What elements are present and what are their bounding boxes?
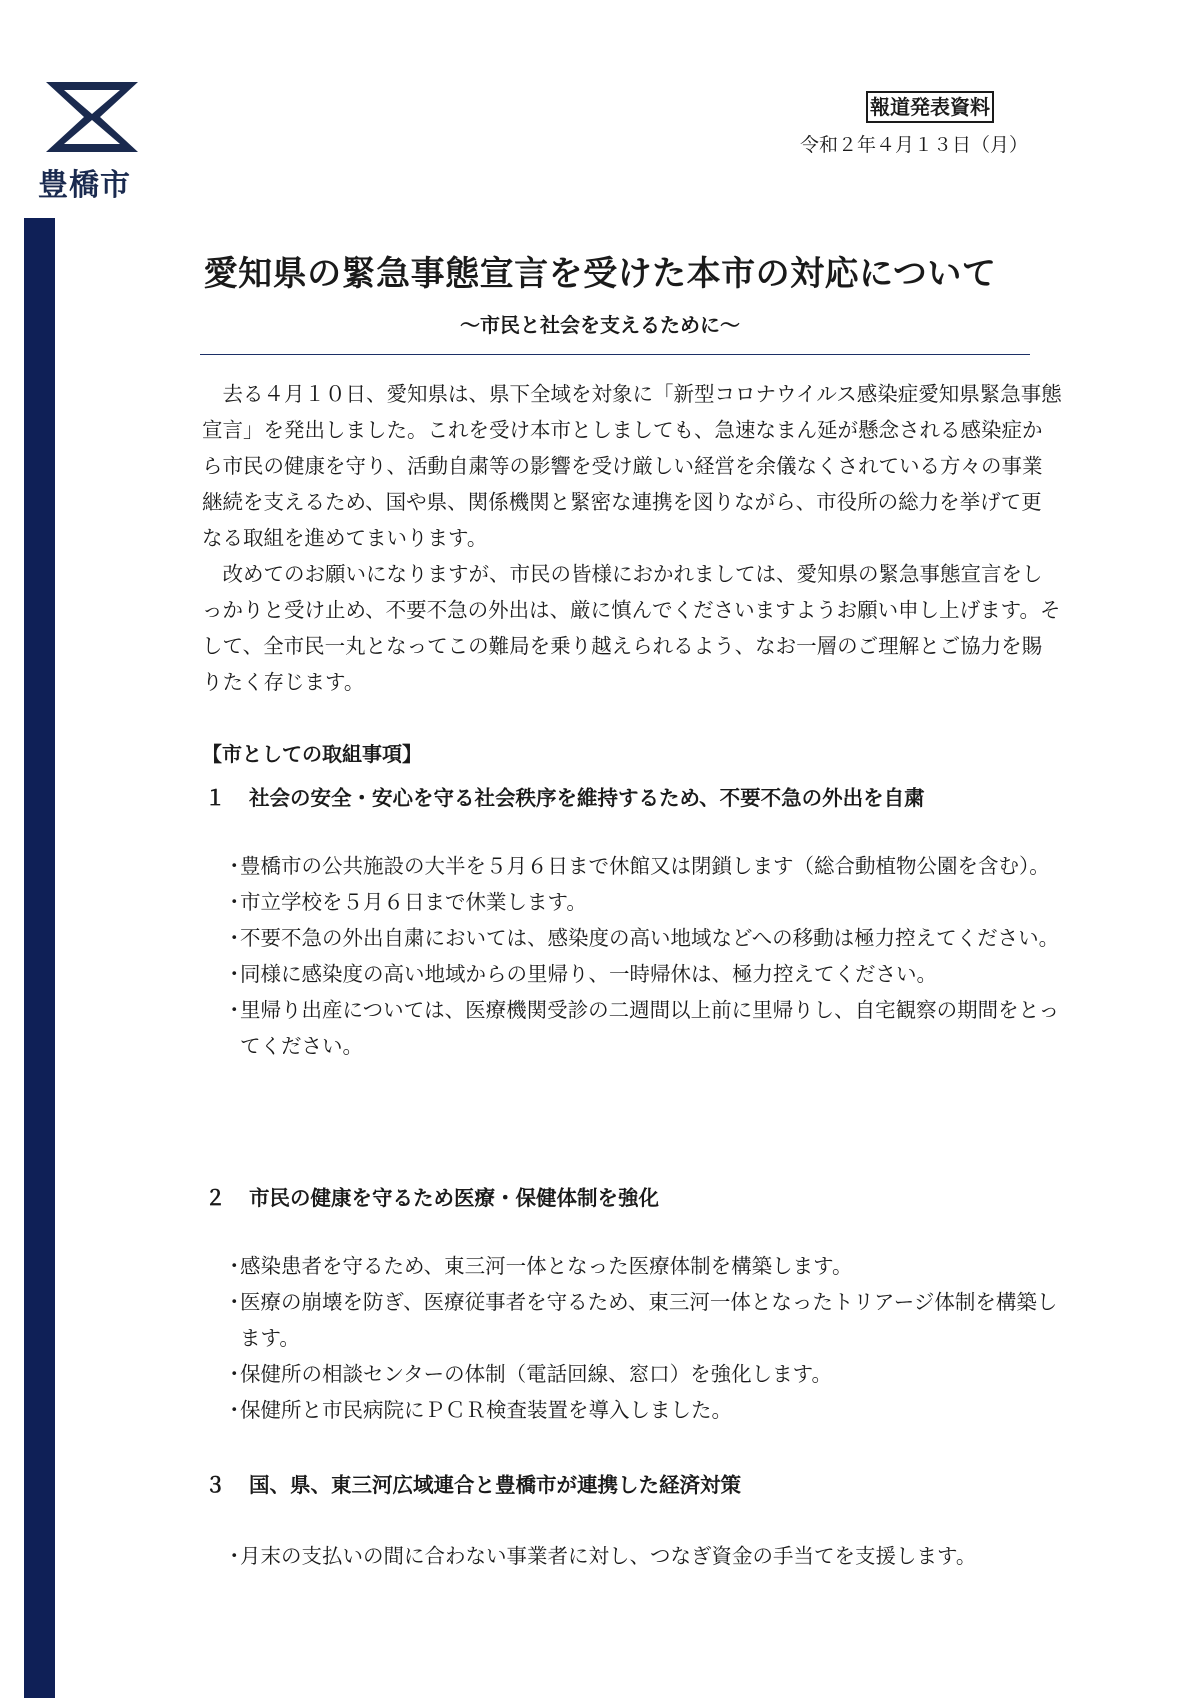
city-logo bbox=[30, 78, 150, 203]
list-item: ・月末の支払いの間に合わない事業者に対し、つなぎ資金の手当てを支援します。 bbox=[224, 1544, 977, 1568]
list-item: ・保健所の相談センターの体制（電話回線、窓口）を強化します。 bbox=[224, 1362, 833, 1386]
list-item: ・不要不急の外出自粛においては、感染度の高い地域などへの移動は極力控えてください。 bbox=[224, 926, 1060, 950]
section-heading-2 bbox=[205, 1181, 659, 1211]
list-item: ・豊橋市の公共施設の大半を５月６日まで休館又は閉鎖します（総合動植物公園を含む）。 bbox=[224, 854, 1050, 878]
section-number: １ bbox=[205, 786, 226, 810]
section-heading-3 bbox=[205, 1468, 741, 1498]
intro-paragraph: 去る４月１０日、愛知県は、県下全域を対象に「新型コロナウイルス感染症愛知県緊急事態宣言」を発出しました。これを受け本市としましても、急速なまん延が懸念される感染症から市民の健康を守り、活動自粛等の影響を受け厳しい経営を余儀なくされている方々の事業継続を支えるため、国や県、関係機関と緊密な連携を図りながら、市役所の総力を挙げて更なる取組を進めてまいります。 bbox=[202, 382, 1062, 550]
list-item: ・市立学校を５月６日まで休業します。 bbox=[224, 890, 587, 914]
list-item: ・里帰り出産については、医療機関受診の二週間以上前に里帰りし、自宅観察の期間をとってください。 bbox=[224, 998, 1060, 1058]
section-heading-text: 社会の安全・安心を守る社会秩序を維持するため、不要不急の外出を自粛 bbox=[249, 786, 925, 810]
list-item: ・感染患者を守るため、東三河一体となった医療体制を構築します。 bbox=[224, 1254, 853, 1278]
sidebar-decorative-bar bbox=[24, 218, 55, 1698]
section-3-bullets bbox=[224, 1538, 1074, 1574]
section-heading-text: 市民の健康を守るため医療・保健体制を強化 bbox=[249, 1186, 659, 1210]
list-item: ・医療の崩壊を防ぎ、医療従事者を守るため、東三河一体となったトリアージ体制を構築します。 bbox=[224, 1290, 1058, 1350]
press-release-label: 報道発表資料 bbox=[866, 91, 994, 123]
section-label: 【市としての取組事項】 bbox=[202, 742, 422, 766]
section-number: ３ bbox=[205, 1473, 226, 1497]
list-item: ・保健所と市民病院にＰＣＲ検査装置を導入しました。 bbox=[224, 1398, 732, 1422]
title-divider bbox=[200, 354, 1030, 355]
release-date: 令和２年４月１３日（月） bbox=[800, 134, 1029, 156]
intro-paragraph: 改めてのお願いになりますが、市民の皆様におかれましては、愛知県の緊急事態宣言をしっかりと受け止め、不要不急の外出は、厳に慎んでくださいますようお願い申し上げます。そして、全市民一丸となってこの難局を乗り越えられるよう、なお一層のご理解とご協力を賜りたく存じます。 bbox=[202, 562, 1061, 694]
city-name: 豊橋市 bbox=[38, 168, 131, 203]
hourglass-emblem-icon bbox=[42, 78, 142, 156]
section-2-bullets bbox=[224, 1248, 1074, 1428]
section-heading-text: 国、県、東三河広域連合と豊橋市が連携した経済対策 bbox=[249, 1473, 741, 1497]
section-number: ２ bbox=[205, 1186, 226, 1210]
section-1-bullets bbox=[224, 848, 1074, 1064]
list-item: ・同様に感染度の高い地域からの里帰り、一時帰休は、極力控えてください。 bbox=[224, 962, 937, 986]
page-subtitle: ～市民と社会を支えるために～ bbox=[460, 313, 740, 337]
page-title: 愛知県の緊急事態宣言を受けた本市の対応について bbox=[203, 254, 997, 294]
intro-text bbox=[202, 376, 1062, 700]
section-heading-1 bbox=[205, 781, 925, 811]
